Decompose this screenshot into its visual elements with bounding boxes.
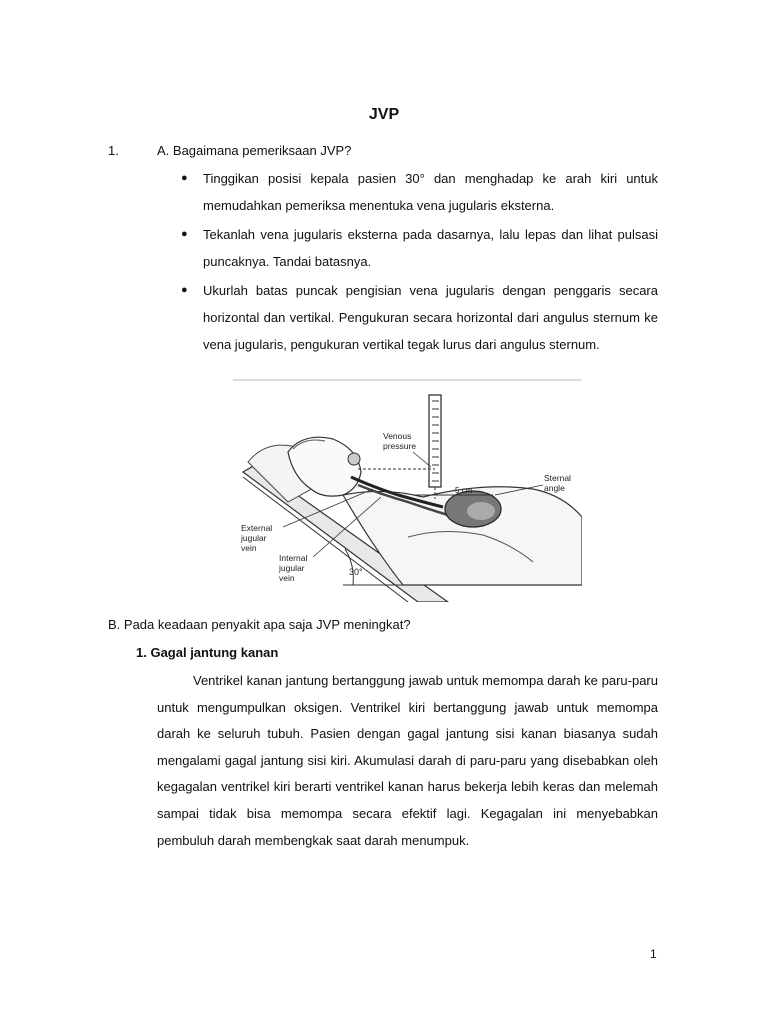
page-title: JVP [368,106,400,123]
bullet-text: Ukurlah batas puncak pengisian vena jugularis dengan penggaris secara horizontal dan vertikal. Pengukuran secara horizontal dari angulus sternum ke vena jugularis, pengukuran vertikal tegak lurus dari angulus sternum. [203,283,658,352]
label-external: External [241,523,273,533]
bullet-icon: ● [181,228,188,240]
bullet-item [183,221,658,275]
section-a-question: A. Bagaimana pemeriksaan JVP? [157,143,352,158]
section-b-question: B. Pada keadaan penyakit apa saja JVP meningkat? [108,617,411,632]
bullet-text: Tinggikan posisi kepala pasien 30° dan menghadap ke arah kiri untuk memudahkan pemeriksa menentuka vena jugularis eksterna. [203,171,658,213]
subheading-gagal-jantung-kanan: 1. Gagal jantung kanan [136,645,279,660]
label-venous: Venous [383,431,412,441]
label-int-vein: vein [279,573,295,583]
bullet-item [183,277,658,358]
bullet-icon: ● [181,172,188,184]
label-ext-jugular: jugular [241,533,267,543]
bullet-text: Tekanlah vena jugularis eksterna pada dasarnya, lalu lepas dan lihat pulsasi puncaknya. Tandai batasnya. [203,227,658,269]
label-angle: angle [544,483,565,493]
bullet-item [183,165,658,219]
label-ext-vein: vein [241,543,257,553]
page-number: 1 [650,947,657,961]
label-angle-30: 30° [349,567,363,577]
jvp-illustration [233,377,582,602]
eye [348,453,360,465]
section-a-number: 1. [108,143,119,158]
bullet-icon: ● [181,284,188,296]
label-internal: Internal [279,553,308,563]
label-sternal: Sternal [544,473,571,483]
bullet-list [183,165,658,360]
label-pressure: pressure [383,441,417,451]
label-int-jugular: jugular [279,563,305,573]
paragraph-gagal-jantung-kanan: Ventrikel kanan jantung bertanggung jawab untuk memompa darah ke paru-paru untuk mengumpulkan oksigen. Ventrikel kiri bertanggung jawab untuk memompa darah ke seluruh tubuh. Pasien dengan gagal jantung sisi kanan biasanya sudah mengalami gagal jantung sisi kiri. Akumulasi darah di paru-paru yang disebabkan oleh kegagalan ventrikel kiri berarti ventrikel kanan harus bekerja lebih keras dan melemah sampai tidak bisa memompa secara efektif lagi. Kegagalan ini menyebabkan pembuluh darah membengkak saat darah menumpuk. [157,673,658,848]
heart-inner [467,502,495,520]
label-5cm: 5 cm [455,486,473,495]
